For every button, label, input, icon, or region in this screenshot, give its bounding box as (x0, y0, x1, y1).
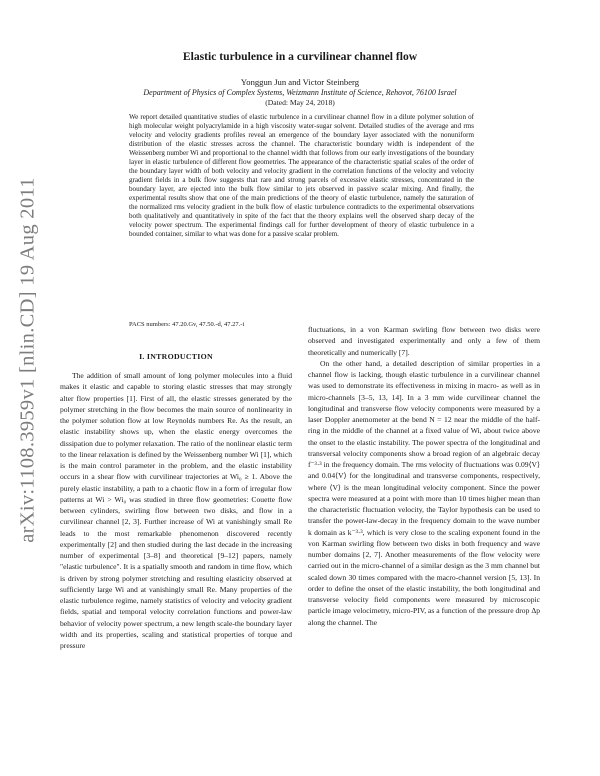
pacs-numbers: PACS numbers: 47.20.Gv, 47.50.-d, 47.27.-i (129, 321, 245, 328)
section-heading-introduction: I. INTRODUCTION (139, 352, 213, 361)
paper-date: (Dated: May 24, 2018) (265, 98, 335, 107)
paper-title: Elastic turbulence in a curvilinear channel flow (182, 50, 418, 63)
paper-affiliation: Department of Physics of Complex Systems, Weizmann Institute of Science, Rehovot, 76100 Israel (143, 88, 457, 97)
intro-paragraph-continued: fluctuations, in a von Karman swirling flow between two disks were observed and investigated experimentally and only a few of them theoretically and numerically [7]. (308, 325, 540, 357)
intro-paragraph-1: The addition of small amount of long polymer molecules into a fluid makes it elastic and capable to storing elastic stresses that may strongly alter flow properties [1]. First of all, the elastic stresses generated by the polymer stretching in the flow becomes the main source of nonlinearity in the polymer solution flow at low Reynolds numbers Re. As the result, an elastic instability shows up, when the elastic energy overcomes the dissipation due to polymer relaxation. The ratio of the nonlinear elastic term to the linear relaxation is defined by the Weissenberg number Wi [1], which is the main control parameter in the problem, and the elastic instability occurs in a shear flow with curvilinear trajectories at Wi₀ ≥ 1. Above the purely elastic instability, a path to a chaotic flow in a form of irregular flow patterns at Wi > Wi₀ was studied in three flow geometries: Couette flow between cylinders, swirling flow between two disks, and flow in a curvilinear channel [2, 3]. Further increase of Wi at vanishingly small Re leads to the most remarkable phenomenon discovered recently experimentally [2] and then studied during the last decade in the increasing number of experimental [3–8] and theoretical [9–12] papers, namely "elastic turbulence". It is a spatially smooth and random in time flow, which is driven by strong polymer stretching and resulting elasticity observed at sufficiently large Wi and at vanishingly small Re. Many properties of the elastic turbulence regime, namely statistics of velocity and velocity gradient fields, spatial and temporal velocity correlation functions and power-law behavior of velocity power spectrum, a new length scale-the boundary layer width and its properties, scaling and statistical properties of torque and pressure (60, 371, 292, 650)
arxiv-identifier-stamp (6, 150, 50, 570)
intro-paragraph-2: On the other hand, a detailed description of similar properties in a channel flow is lacking, though elastic turbulence in a curvilinear channel was used to demonstrate its effectiveness in mixing in macro- as well as in micro-channels [3–5, 13, 14]. In a 3 mm wide curvilinear channel the longitudinal and transverse flow velocity components were measured by a laser Doppler anemometer at the bend N = 12 near the middle of the half-ring in the middle of the channel at a fixed value of Wi, about twice above the onset to the elastic instability. The power spectra of the longitudinal and transversal velocity components show a broad region of an algebraic decay f⁻³·³ in the frequency domain. The rms velocity of fluctuations was 0.09⟨V⟩ and 0.04⟨V⟩ for the longitudinal and transverse components, respectively, where ⟨V⟩ is the mean longitudinal velocity component. Since the power spectra were measured at a point with more than 10 times higher mean than the characteristic fluctuation velocity, the Taylor hypothesis can be used to transfer the power-law-decay in the frequency domain to the wave number k domain as k⁻³·³, which is very close to the scaling exponent found in the von Karman swirling flow between two disks in both frequency and wave number domains [2, 7]. Another measurements of the flow velocity were carried out in the micro-channel of a similar design as the 3 mm channel but scaled down 30 times compared with the macro-channel version [5, 13]. In order to define the onset of the elastic instability, the both longitudinal and transverse velocity field components were measured by microscopic particle image velocimetry, micro-PIV, as a function of the pressure drop Δp along the channel. The (308, 358, 540, 627)
abstract: We report detailed quantitative studies of elastic turbulence in a curvilinear channel flow in a dilute polymer solution of high molecular weight polyacrylamide in a high viscosity water-sugar solvent. Detailed studies of the average and rms velocity and velocity gradients profiles reveal an emergence of the boundary layer associated with the nonuniform distribution of the elastic stresses across the channel. The characteristic boundary width is independent of the Weissenberg number Wi and proportional to the channel width that follows from our early investigations of the boundary layer in elastic turbulence of different flow geometries. The appearance of the characteristic spatial scales of the order of the boundary layer width of both velocity and velocity gradient in the correlation functions of the velocity and velocity gradient fields in a bulk flow suggests that rare and strong parcels of excessive elastic stresses, concentrated in the boundary layer, are ejected into the bulk flow similar to jets observed in passive scalar mixing. And finally, the experimental results show that one of the main predictions of the theory of elastic turbulence, namely the saturation of the normalized rms velocity gradient in the bulk flow of elastic turbulence contradicts to the experimental observations both qualitatively and quantitatively in spite of the fact that the theory explains well the observed sharp decay of the velocity power spectrum. The experimental findings call for further development of theory of elastic turbulence in a bounded container, similar to what was done for a passive scalar problem. (129, 113, 474, 238)
paper-authors: Yonggun Jun and Victor Steinberg (240, 77, 360, 87)
right-column (308, 324, 540, 628)
arxiv-id-text: arXiv:1108.3959v1 [nlin.CD] 19 Aug 2011 (16, 177, 39, 543)
left-column (60, 370, 292, 651)
